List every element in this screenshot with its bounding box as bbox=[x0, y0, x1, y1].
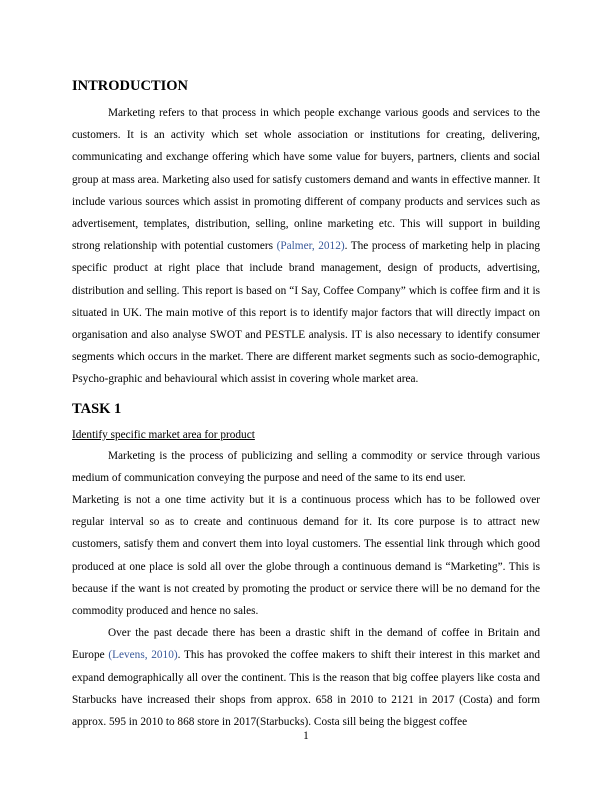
task1-paragraph-1: Marketing is the process of publicizing and selling a commodity or service through various medium of communication conveying the purpose and need of the same to its end user. bbox=[72, 449, 540, 484]
page-number: 1 bbox=[303, 730, 309, 742]
introduction-heading: INTRODUCTION bbox=[72, 78, 189, 94]
intro-text-a: Marketing refers to that process in which people exchange various goods and services to the customers. It is an activity which set whole association or institutions for creating, delivering, communicating and exchange offering which have some value for buyers, partners, clients and social group at mass area. Marketing also used for satisfy customers demand and wants in effective manner. It include various sources which assist in promoting different of company products and services such as advertisement, templates, distribution, selling, online marketing etc. This will support in building strong relationship with potential customers bbox=[72, 107, 540, 253]
task1-subheading: Identify specific market area for product bbox=[72, 428, 255, 441]
task1-paragraph-2: Marketing is not a one time activity but it is a continuous process which has to be followed over regular interval so as to create and continuous demand for it. Its core purpose is to attract new customers, satisfy them and convert them into loyal customers. The essential link through which good produced at one place is sold all over the globe through a continuous demand is “Marketing”. This is because if the want is not created by promoting the product or service there will be no demand for the commodity produced and hence no sales. bbox=[72, 494, 540, 618]
introduction-paragraph bbox=[72, 102, 540, 391]
document-page bbox=[72, 76, 540, 733]
task1-p3-text-a: Over the past decade there has been a drastic shift in the demand of coffee in Britain and Europe bbox=[72, 627, 540, 662]
subheading-wrap bbox=[72, 425, 540, 445]
citation-levens: (Levens, 2010) bbox=[108, 649, 178, 662]
intro-text-b: . The process of marketing help in placing specific product at right place that include brand management, design of products, advertising, distribution and selling. This report is based on “I Say, Coffee Company” which is coffee firm and it is situated in UK. The main motive of this report is to identify major factors that will directly impact on organisation and also analyse SWOT and PESTLE analysis. IT is also necessary to identify consumer segments which occurs in the market. There are different market segments such as socio-demographic, Psycho-graphic and behavioural which assist in covering whole market area. bbox=[72, 240, 541, 386]
task1-heading: TASK 1 bbox=[72, 400, 122, 417]
citation-palmer: (Palmer, 2012) bbox=[276, 240, 345, 253]
task1-p3-text-b: . This has provoked the coffee makers to shift their interest in this market and expand demographically all over the continent. This is the reason that big coffee players like costa and Starbucks have increased their shops from approx. 658 in 2010 to 2121 in 2017 (Costa) and form approx. 595 in 2010 to 868 store in 2017(Starbucks). Costa sill being the biggest coffee bbox=[72, 649, 541, 729]
task1-paragraph-3 bbox=[72, 622, 540, 733]
